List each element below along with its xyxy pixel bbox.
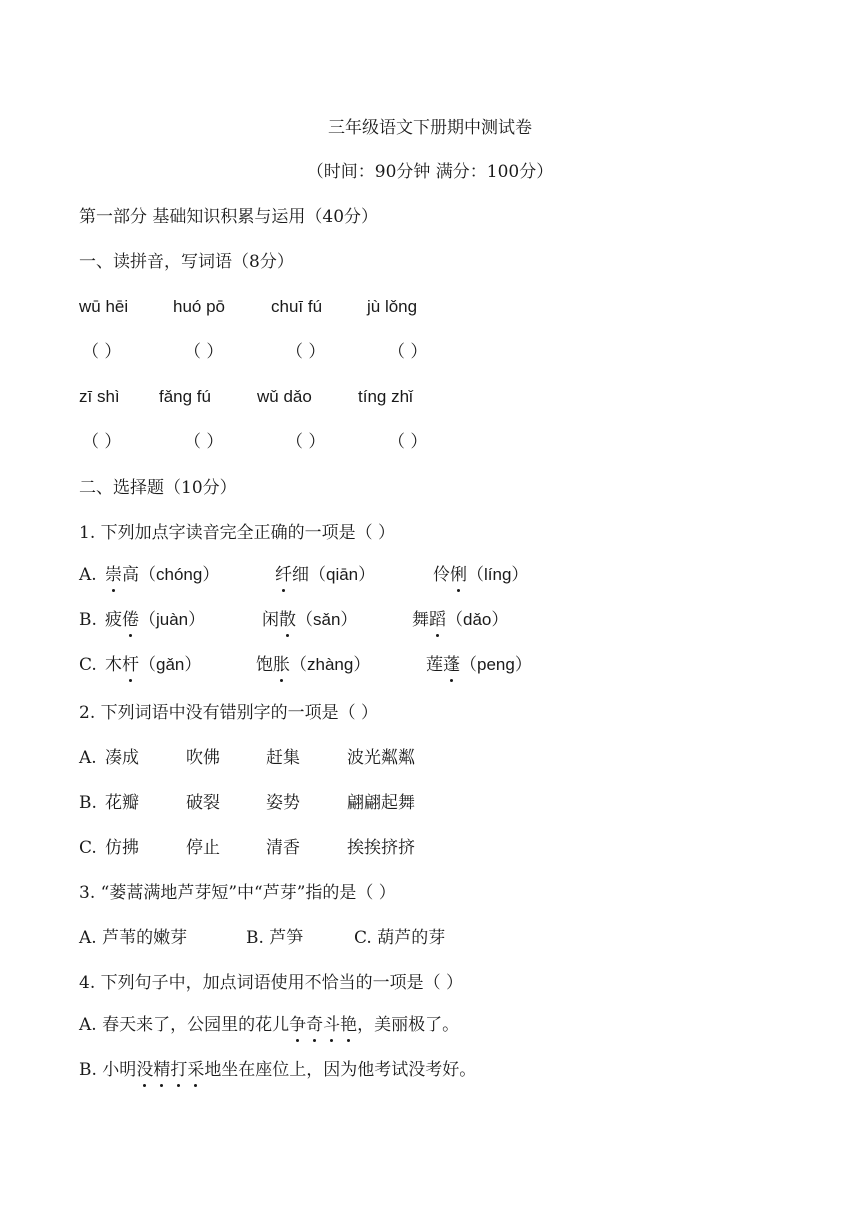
- option-item: 闲散（sǎn）: [262, 610, 358, 630]
- answer-blanks-row-2: [82, 430, 490, 454]
- q1-option-b[interactable]: [79, 608, 508, 632]
- pinyin-item: tíng zhǐ: [358, 387, 413, 406]
- dotted-char: 奇: [306, 1015, 324, 1035]
- q2-option-b[interactable]: [79, 791, 415, 815]
- answer-blank[interactable]: （ ）: [82, 342, 122, 362]
- pinyin-item: wū hēi: [79, 297, 129, 316]
- word: 波光粼粼: [347, 748, 415, 768]
- q3-option-c[interactable]: C. 葫芦的芽: [354, 928, 446, 948]
- word: 挨挨挤挤: [347, 838, 415, 858]
- word: 姿势: [266, 793, 300, 813]
- option-label: A.: [79, 565, 97, 585]
- pinyin-item: huó pō: [173, 297, 225, 316]
- dotted-char: 没: [136, 1060, 154, 1080]
- pinyin-item: chuī fú: [271, 297, 323, 316]
- option-item: 纤细（qiān）: [275, 565, 376, 585]
- answer-blanks-row-1: [82, 340, 490, 364]
- pinyin-item: wǔ dǎo: [257, 387, 312, 406]
- answer-blank[interactable]: （ ）: [82, 432, 122, 452]
- word: 花瓣: [105, 793, 139, 813]
- option-label: B.: [79, 793, 97, 813]
- word: 破裂: [186, 793, 220, 813]
- pinyin-item: zī shì: [79, 387, 120, 406]
- dotted-char: 采: [187, 1060, 205, 1080]
- section-two-heading: 二、选择题（10分）: [79, 478, 237, 498]
- q2-option-a[interactable]: [79, 746, 415, 770]
- part-one-heading: 第一部分 基础知识积累与运用（40分）: [79, 207, 379, 227]
- answer-blank[interactable]: （ ）: [184, 432, 224, 452]
- q2-option-c[interactable]: [79, 836, 415, 860]
- pinyin-row-2: [79, 385, 413, 409]
- word: 赶集: [266, 748, 300, 768]
- option-label: C.: [79, 655, 97, 675]
- answer-blank[interactable]: （ ）: [286, 342, 326, 362]
- word: 清香: [266, 838, 300, 858]
- dotted-char: 精: [153, 1060, 171, 1080]
- section-one-heading: 一、读拼音，写词语（8分）: [79, 252, 294, 272]
- answer-blank[interactable]: （ ）: [388, 432, 428, 452]
- dotted-char: 争: [289, 1015, 307, 1035]
- option-item: 舞蹈（dǎo）: [412, 610, 509, 630]
- page-subtitle: （时间：90分钟 满分：100分）: [306, 162, 554, 182]
- pinyin-item: jù lǒng: [367, 297, 418, 316]
- q3-options: [79, 926, 445, 950]
- option-item: 莲蓬（peng）: [426, 655, 532, 675]
- q3-option-b[interactable]: B. 芦笋: [246, 928, 304, 948]
- answer-blank[interactable]: （ ）: [184, 342, 224, 362]
- question-1-stem: 1. 下列加点字读音完全正确的一项是（ ）: [79, 523, 396, 543]
- option-label: B.: [79, 610, 97, 630]
- q4-option-b[interactable]: B. 小明没精打采地坐在座位上，因为他考试没考好。: [79, 1060, 477, 1080]
- option-item: 木杆（gǎn）: [105, 655, 202, 675]
- question-3-stem: 3. “蒌蒿满地芦芽短”中“芦芽”指的是（ ）: [79, 883, 396, 903]
- q4-option-a[interactable]: A. 春天来了，公园里的花儿争奇斗艳，美丽极了。: [79, 1015, 460, 1035]
- word: 停止: [186, 838, 220, 858]
- word: 仿拂: [105, 838, 139, 858]
- option-item: 伶俐（líng）: [433, 565, 529, 585]
- q1-option-c[interactable]: [79, 653, 532, 677]
- answer-blank[interactable]: （ ）: [286, 432, 326, 452]
- dotted-char: 打: [170, 1060, 188, 1080]
- option-item: 饱胀（zhàng）: [256, 655, 371, 675]
- option-item: 崇高（chóng）: [105, 565, 220, 585]
- question-2-stem: 2. 下列词语中没有错别字的一项是（ ）: [79, 703, 379, 723]
- pinyin-row-1: [79, 295, 417, 319]
- option-item: 疲倦（juàn）: [105, 610, 206, 630]
- q1-option-a[interactable]: [79, 563, 528, 587]
- option-label: A.: [79, 748, 97, 768]
- word: 凑成: [105, 748, 139, 768]
- question-4-stem: 4. 下列句子中，加点词语使用不恰当的一项是（ ）: [79, 973, 464, 993]
- word: 翩翩起舞: [347, 793, 415, 813]
- word: 吹佛: [186, 748, 220, 768]
- q3-option-a[interactable]: A. 芦苇的嫩芽: [79, 928, 188, 948]
- dotted-char: 斗: [323, 1015, 341, 1035]
- page-title: 三年级语文下册期中测试卷: [328, 118, 532, 138]
- answer-blank[interactable]: （ ）: [388, 342, 428, 362]
- option-label: C.: [79, 838, 97, 858]
- dotted-char: 艳: [340, 1015, 358, 1035]
- pinyin-item: fǎng fú: [159, 387, 211, 406]
